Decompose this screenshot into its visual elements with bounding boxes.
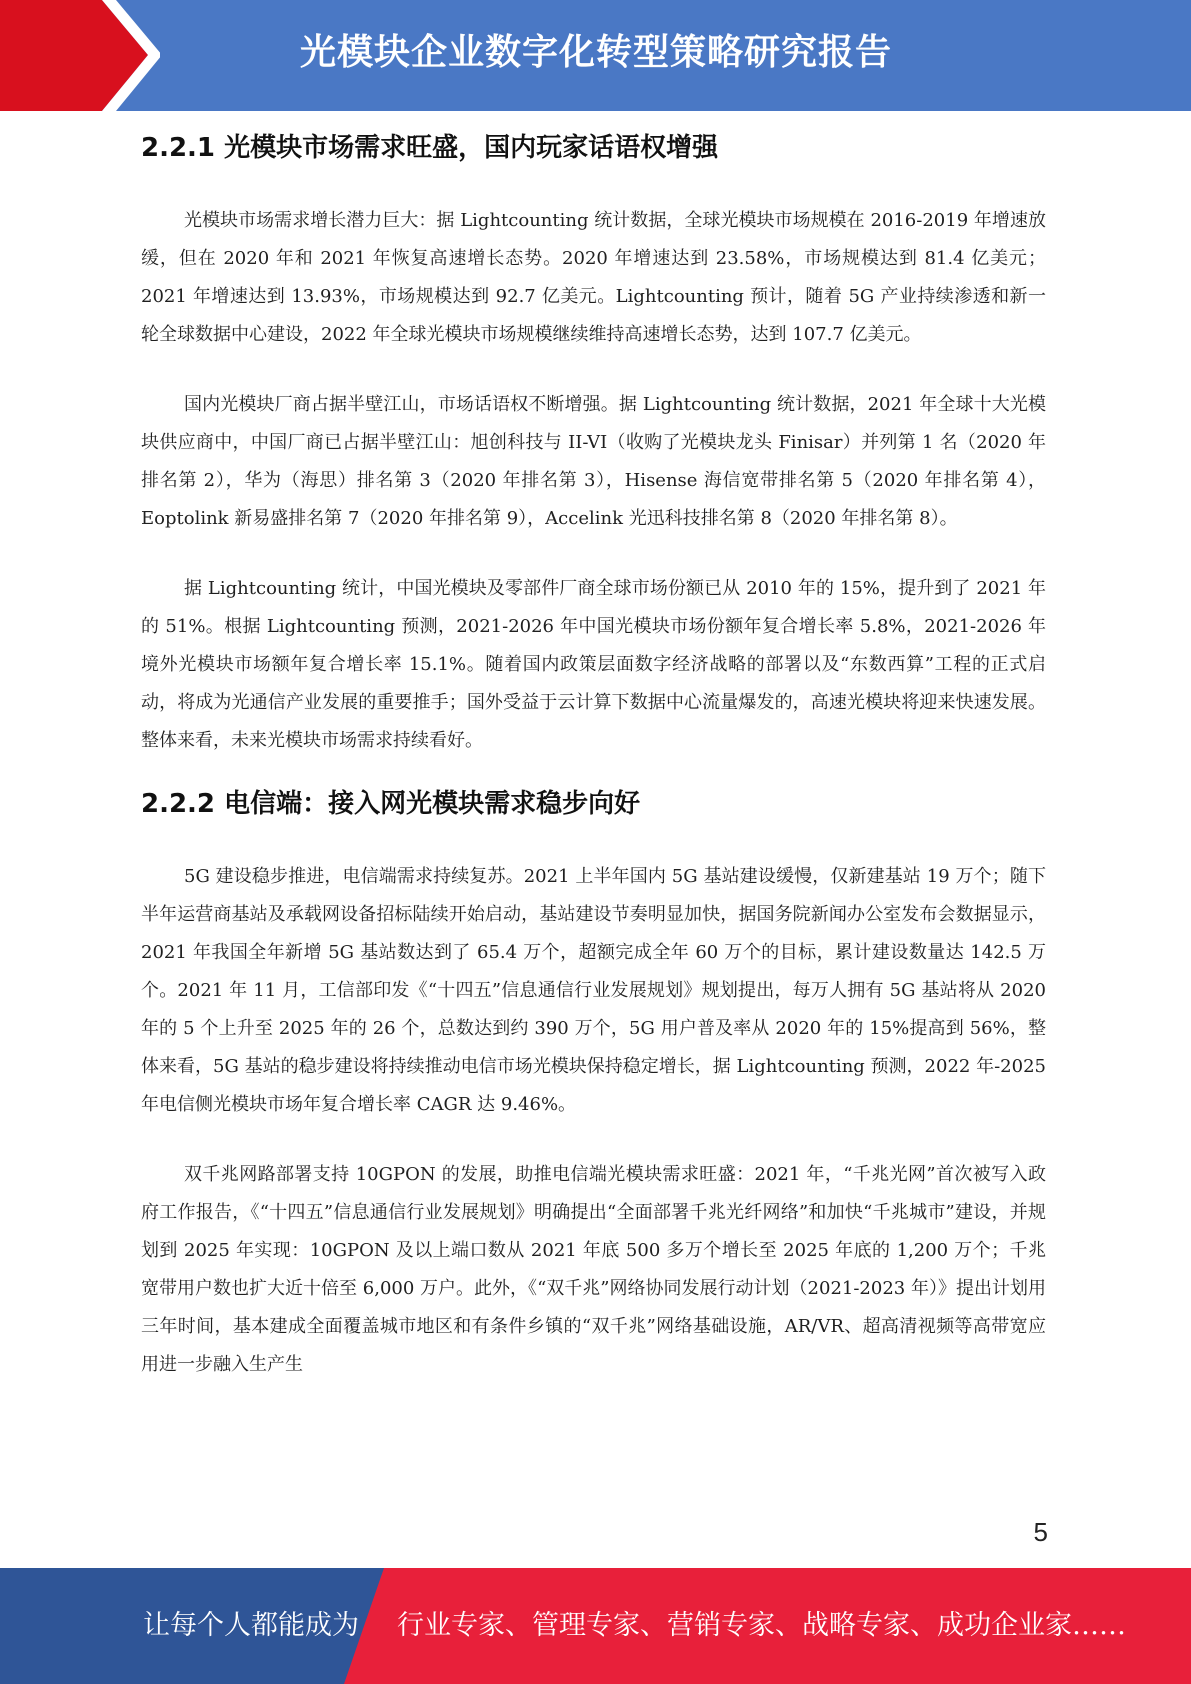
main-content	[141, 128, 1046, 1384]
header-arrow-decoration	[0, 0, 160, 111]
footer-slogan-left: 让每个人都能成为	[143, 1610, 359, 1641]
paragraph: 5G 建设稳步推进，电信端需求持续复苏。2021 上半年国内 5G 基站建设缓慢，仅新建基站 19 万个；随下半年运营商基站及承载网设备招标陆续开始启动，基站建设节奏明显加快，据国务院新闻办公室发布会数据显示，2021 年我国全年新增 5G 基站数达到了 65.4 万个，超额完成全年 60 万个的目标，累计建设数量达 142.5 万个。2021 年 11 月，工信部印发《“十四五”信息通信行业发展规划》规划提出，每万人拥有 5G 基站将从 2020 年的 5 个上升至 2025 年的 26 个，总数达到约 390 万个，5G 用户普及率从 2020 年的 15%提高到 56%，整体来看，5G 基站的稳步建设将持续推动电信市场光模块保持稳定增长，据 Lightcounting 预测，2022 年-2025 年电信侧光模块市场年复合增长率 CAGR 达 9.46%。	[141, 866, 1046, 1115]
page-number: 5	[1033, 1517, 1048, 1547]
paragraph: 双千兆网路部署支持 10GPON 的发展，助推电信端光模块需求旺盛：2021 年，“千兆光网”首次被写入政府工作报告，《“十四五”信息通信行业发展规划》明确提出“全面部署千兆光纤网络”和加快“千兆城市”建设，并规划到 2025 年实现：10GPON 及以上端口数从 2021 年底 500 多万个增长至 2025 年底的 1,200 万个；千兆宽带用户数也扩大近十倍至 6,000 万户。此外，《“双千兆”网络协同发展行动计划（2021-2023 年）》提出计划用三年时间，基本建成全面覆盖城市地区和有条件乡镇的“双千兆”网络基础设施，AR/VR、超高清视频等高带宽应用进一步融入生产生	[141, 1164, 1046, 1375]
section-heading-2-2-1: 2.2.1 光模块市场需求旺盛，国内玩家话语权增强	[141, 133, 719, 163]
paragraph: 据 Lightcounting 统计，中国光模块及零部件厂商全球市场份额已从 2010 年的 15%，提升到了 2021 年的 51%。根据 Lightcounting 预测，2021-2026 年中国光模块市场份额年复合增长率 5.8%，2021-2026 年境外光模块市场额年复合增长率 15.1%。随着国内政策层面数字经济战略的部署以及“东数西算”工程的正式启动，将成为光通信产业发展的重要推手；国外受益于云计算下数据中心流量爆发的，高速光模块将迎来快速发展。整体来看，未来光模块市场需求持续看好。	[141, 578, 1046, 751]
footer-slogan-right: 行业专家、管理专家、营销专家、战略专家、成功企业家……	[397, 1610, 1126, 1641]
paragraph: 国内光模块厂商占据半壁江山，市场话语权不断增强。据 Lightcounting 统计数据，2021 年全球十大光模块供应商中，中国厂商已占据半壁江山：旭创科技与 II-VI（收购了光模块龙头 Finisar）并列第 1 名（2020 年排名第 2），华为（海思）排名第 3（2020 年排名第 3），Hisense 海信宽带排名第 5（2020 年排名第 4），Eoptolink 新易盛排名第 7（2020 年排名第 9），Accelink 光迅科技排名第 8（2020 年排名第 8）。	[141, 394, 1046, 529]
report-title: 光模块企业数字化转型策略研究报告	[300, 32, 893, 73]
page-footer	[0, 1568, 1191, 1684]
page-header	[0, 0, 1191, 111]
section-heading-2-2-2: 2.2.2 电信端：接入网光模块需求稳步向好	[141, 789, 641, 819]
paragraph: 光模块市场需求增长潜力巨大：据 Lightcounting 统计数据，全球光模块市场规模在 2016-2019 年增速放缓，但在 2020 年和 2021 年恢复高速增长态势。2020 年增速达到 23.58%，市场规模达到 81.4 亿美元；2021 年增速达到 13.93%，市场规模达到 92.7 亿美元。Lightcounting 预计，随着 5G 产业持续渗透和新一轮全球数据中心建设，2022 年全球光模块市场规模继续维持高速增长态势，达到 107.7 亿美元。	[141, 210, 1046, 345]
